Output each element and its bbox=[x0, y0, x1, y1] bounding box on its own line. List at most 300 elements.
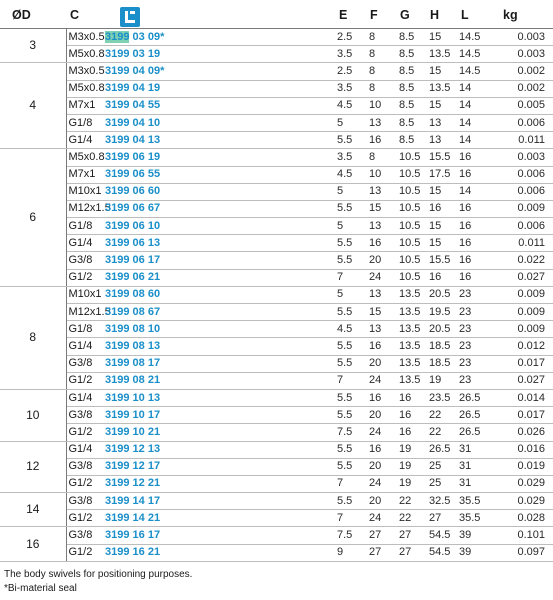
kg-cell: 0.009 bbox=[497, 321, 553, 338]
table-row bbox=[0, 63, 553, 80]
header-od: ØD bbox=[12, 8, 31, 22]
reference-cell[interactable] bbox=[103, 304, 335, 321]
header-f: F bbox=[370, 8, 378, 22]
e-cell: 5 bbox=[335, 183, 367, 200]
reference-suffix: 14 21 bbox=[129, 511, 161, 524]
g-cell: 13.5 bbox=[397, 304, 427, 321]
g-cell: 19 bbox=[397, 475, 427, 492]
g-cell: 8.5 bbox=[397, 114, 427, 131]
header-g: G bbox=[400, 8, 410, 22]
reference-suffix: 16 21 bbox=[129, 546, 161, 559]
reference-prefix: 3199 bbox=[105, 185, 130, 198]
e-cell: 5 bbox=[335, 114, 367, 131]
reference-suffix: 03 09* bbox=[129, 30, 165, 43]
header-kg: kg bbox=[503, 8, 518, 22]
kg-cell: 0.012 bbox=[497, 338, 553, 355]
kg-cell: 0.016 bbox=[497, 441, 553, 458]
h-cell: 13.5 bbox=[427, 46, 457, 63]
table-row bbox=[0, 252, 553, 269]
e-cell: 5.5 bbox=[335, 441, 367, 458]
f-cell: 16 bbox=[367, 132, 397, 149]
e-cell: 7 bbox=[335, 269, 367, 286]
reference-cell[interactable] bbox=[103, 544, 335, 561]
table-row bbox=[0, 269, 553, 286]
reference-prefix: 3199 bbox=[105, 271, 130, 284]
g-cell: 16 bbox=[397, 407, 427, 424]
thread-cell: M7x1 bbox=[66, 97, 103, 114]
reference-suffix: 12 17 bbox=[129, 460, 161, 473]
kg-cell: 0.006 bbox=[497, 114, 553, 131]
f-cell: 16 bbox=[367, 389, 397, 406]
g-cell: 22 bbox=[397, 510, 427, 527]
f-cell: 8 bbox=[367, 46, 397, 63]
e-cell: 4.5 bbox=[335, 97, 367, 114]
thread-cell: G3/8 bbox=[66, 493, 103, 510]
h-cell: 13.5 bbox=[427, 80, 457, 97]
table-row bbox=[0, 132, 553, 149]
kg-cell: 0.027 bbox=[497, 372, 553, 389]
kg-cell: 0.003 bbox=[497, 46, 553, 63]
g-cell: 8.5 bbox=[397, 46, 427, 63]
thread-cell: M5x0.8 bbox=[66, 80, 103, 97]
catalog-reference-icon bbox=[120, 7, 140, 27]
h-cell: 15 bbox=[427, 183, 457, 200]
reference-cell[interactable] bbox=[103, 269, 335, 286]
h-cell: 15.5 bbox=[427, 252, 457, 269]
f-cell: 15 bbox=[367, 200, 397, 217]
reference-suffix: 04 09* bbox=[129, 64, 165, 77]
reference-suffix: 04 55 bbox=[129, 99, 161, 112]
table-row bbox=[0, 389, 553, 406]
e-cell: 5.5 bbox=[335, 493, 367, 510]
h-cell: 26.5 bbox=[427, 441, 457, 458]
reference-cell[interactable] bbox=[103, 218, 335, 235]
reference-suffix: 06 67 bbox=[129, 202, 161, 215]
reference-suffix: 06 19 bbox=[129, 150, 161, 163]
f-cell: 24 bbox=[367, 269, 397, 286]
f-cell: 24 bbox=[367, 475, 397, 492]
reference-suffix: 06 10 bbox=[129, 219, 161, 232]
h-cell: 25 bbox=[427, 458, 457, 475]
table-row bbox=[0, 304, 553, 321]
reference-suffix: 10 13 bbox=[129, 391, 161, 404]
reference-prefix: 3199 bbox=[105, 443, 130, 456]
f-cell: 15 bbox=[367, 304, 397, 321]
g-cell: 13.5 bbox=[397, 321, 427, 338]
table-row bbox=[0, 321, 553, 338]
g-cell: 10.5 bbox=[397, 183, 427, 200]
table-row bbox=[0, 493, 553, 510]
thread-cell: M5x0.8 bbox=[66, 149, 103, 166]
kg-cell: 0.017 bbox=[497, 407, 553, 424]
diameter-cell: 12 bbox=[0, 441, 66, 493]
h-cell: 27 bbox=[427, 510, 457, 527]
reference-cell[interactable] bbox=[103, 493, 335, 510]
reference-prefix: 3199 bbox=[105, 357, 130, 370]
reference-prefix: 3199 bbox=[105, 339, 130, 352]
l-cell: 16 bbox=[457, 149, 497, 166]
header-h: H bbox=[430, 8, 440, 22]
thread-cell: M3x0.5 bbox=[66, 63, 103, 80]
reference-prefix: 3199 bbox=[105, 374, 130, 387]
e-cell: 5.5 bbox=[335, 389, 367, 406]
h-cell: 20.5 bbox=[427, 321, 457, 338]
l-cell: 26.5 bbox=[457, 407, 497, 424]
reference-prefix: 3199 bbox=[105, 511, 130, 524]
l-cell: 26.5 bbox=[457, 424, 497, 441]
reference-prefix: 3199 bbox=[105, 219, 130, 232]
reference-suffix: 06 55 bbox=[129, 168, 161, 181]
e-cell: 7.5 bbox=[335, 527, 367, 544]
thread-cell: G1/2 bbox=[66, 510, 103, 527]
f-cell: 10 bbox=[367, 97, 397, 114]
reference-cell[interactable] bbox=[103, 97, 335, 114]
reference-cell[interactable] bbox=[103, 114, 335, 131]
kg-cell: 0.022 bbox=[497, 252, 553, 269]
kg-cell: 0.011 bbox=[497, 235, 553, 252]
e-cell: 5.5 bbox=[335, 304, 367, 321]
reference-suffix: 08 10 bbox=[129, 322, 161, 335]
thread-cell: M12x1.5 bbox=[66, 304, 103, 321]
reference-cell[interactable] bbox=[103, 475, 335, 492]
g-cell: 8.5 bbox=[397, 80, 427, 97]
reference-suffix: 10 17 bbox=[129, 408, 161, 421]
reference-suffix: 08 60 bbox=[129, 288, 161, 301]
kg-cell: 0.009 bbox=[497, 286, 553, 303]
diameter-cell: 16 bbox=[0, 527, 66, 561]
l-cell: 14 bbox=[457, 114, 497, 131]
f-cell: 16 bbox=[367, 338, 397, 355]
h-cell: 15 bbox=[427, 97, 457, 114]
table-row bbox=[0, 183, 553, 200]
g-cell: 22 bbox=[397, 493, 427, 510]
kg-cell: 0.014 bbox=[497, 389, 553, 406]
reference-cell[interactable] bbox=[103, 510, 335, 527]
reference-cell[interactable] bbox=[103, 46, 335, 63]
table-row bbox=[0, 80, 553, 97]
table-row bbox=[0, 372, 553, 389]
reference-suffix: 06 21 bbox=[129, 271, 161, 284]
thread-cell: M12x1.5 bbox=[66, 200, 103, 217]
table-row bbox=[0, 527, 553, 544]
reference-cell[interactable] bbox=[103, 200, 335, 217]
f-cell: 20 bbox=[367, 458, 397, 475]
e-cell: 3.5 bbox=[335, 46, 367, 63]
h-cell: 20.5 bbox=[427, 286, 457, 303]
reference-cell[interactable] bbox=[103, 407, 335, 424]
g-cell: 16 bbox=[397, 389, 427, 406]
reference-cell[interactable] bbox=[103, 458, 335, 475]
l-cell: 14.5 bbox=[457, 29, 497, 46]
reference-prefix: 3199 bbox=[105, 305, 130, 318]
reference-cell[interactable] bbox=[103, 80, 335, 97]
thread-cell: G3/8 bbox=[66, 252, 103, 269]
reference-cell[interactable] bbox=[103, 355, 335, 372]
reference-suffix: 06 13 bbox=[129, 236, 161, 249]
h-cell: 54.5 bbox=[427, 544, 457, 561]
l-cell: 35.5 bbox=[457, 493, 497, 510]
g-cell: 27 bbox=[397, 544, 427, 561]
reference-prefix: 3199 bbox=[105, 116, 130, 129]
reference-prefix: 3199 bbox=[105, 99, 130, 112]
f-cell: 16 bbox=[367, 441, 397, 458]
reference-cell[interactable] bbox=[103, 63, 335, 80]
table-row bbox=[0, 29, 553, 46]
reference-suffix: 04 10 bbox=[129, 116, 161, 129]
table-row bbox=[0, 218, 553, 235]
reference-prefix: 3199 bbox=[105, 150, 130, 163]
kg-cell: 0.003 bbox=[497, 29, 553, 46]
reference-cell[interactable] bbox=[103, 389, 335, 406]
thread-cell: G1/8 bbox=[66, 218, 103, 235]
e-cell: 4.5 bbox=[335, 166, 367, 183]
g-cell: 13.5 bbox=[397, 372, 427, 389]
kg-cell: 0.005 bbox=[497, 97, 553, 114]
thread-cell: G1/8 bbox=[66, 321, 103, 338]
reference-cell[interactable] bbox=[103, 183, 335, 200]
h-cell: 32.5 bbox=[427, 493, 457, 510]
kg-cell: 0.011 bbox=[497, 132, 553, 149]
f-cell: 20 bbox=[367, 355, 397, 372]
reference-cell[interactable] bbox=[103, 235, 335, 252]
diameter-cell: 8 bbox=[0, 286, 66, 389]
h-cell: 15 bbox=[427, 63, 457, 80]
spec-table bbox=[0, 28, 553, 562]
diameter-cell: 3 bbox=[0, 29, 66, 63]
f-cell: 13 bbox=[367, 218, 397, 235]
e-cell: 4.5 bbox=[335, 321, 367, 338]
reference-suffix: 08 21 bbox=[129, 374, 161, 387]
g-cell: 8.5 bbox=[397, 63, 427, 80]
thread-cell: M3x0.5 bbox=[66, 29, 103, 46]
f-cell: 24 bbox=[367, 372, 397, 389]
reference-suffix: 12 13 bbox=[129, 443, 161, 456]
h-cell: 19 bbox=[427, 372, 457, 389]
table-header bbox=[0, 4, 553, 26]
header-e: E bbox=[339, 8, 348, 22]
l-cell: 16 bbox=[457, 200, 497, 217]
l-cell: 16 bbox=[457, 252, 497, 269]
f-cell: 20 bbox=[367, 407, 397, 424]
f-cell: 27 bbox=[367, 527, 397, 544]
f-cell: 8 bbox=[367, 29, 397, 46]
thread-cell: G1/2 bbox=[66, 372, 103, 389]
e-cell: 5.5 bbox=[335, 407, 367, 424]
l-cell: 23 bbox=[457, 286, 497, 303]
table-row bbox=[0, 544, 553, 561]
reference-prefix: 3199 bbox=[105, 529, 130, 542]
reference-prefix: 3199 bbox=[105, 64, 130, 77]
reference-prefix: 3199 bbox=[105, 425, 130, 438]
f-cell: 27 bbox=[367, 544, 397, 561]
l-cell: 14.5 bbox=[457, 46, 497, 63]
g-cell: 10.5 bbox=[397, 149, 427, 166]
thread-cell: G1/4 bbox=[66, 441, 103, 458]
h-cell: 25 bbox=[427, 475, 457, 492]
f-cell: 24 bbox=[367, 424, 397, 441]
thread-cell: G1/2 bbox=[66, 544, 103, 561]
g-cell: 10.5 bbox=[397, 218, 427, 235]
l-cell: 16 bbox=[457, 235, 497, 252]
reference-cell[interactable] bbox=[103, 527, 335, 544]
table-row bbox=[0, 46, 553, 63]
e-cell: 5 bbox=[335, 286, 367, 303]
reference-suffix: 08 67 bbox=[129, 305, 161, 318]
e-cell: 5 bbox=[335, 218, 367, 235]
reference-prefix: 3199 bbox=[105, 82, 130, 95]
diameter-cell: 4 bbox=[0, 63, 66, 149]
g-cell: 8.5 bbox=[397, 97, 427, 114]
l-cell: 14 bbox=[457, 183, 497, 200]
l-cell: 31 bbox=[457, 441, 497, 458]
reference-cell[interactable] bbox=[103, 321, 335, 338]
header-c: C bbox=[70, 8, 80, 22]
reference-cell[interactable] bbox=[103, 286, 335, 303]
table-row bbox=[0, 149, 553, 166]
kg-cell: 0.019 bbox=[497, 458, 553, 475]
l-cell: 16 bbox=[457, 218, 497, 235]
l-cell: 26.5 bbox=[457, 389, 497, 406]
reference-cell[interactable] bbox=[103, 166, 335, 183]
thread-cell: G3/8 bbox=[66, 527, 103, 544]
kg-cell: 0.006 bbox=[497, 183, 553, 200]
reference-prefix: 3199 bbox=[105, 202, 130, 215]
reference-cell[interactable] bbox=[103, 29, 335, 46]
f-cell: 20 bbox=[367, 493, 397, 510]
reference-cell[interactable] bbox=[103, 132, 335, 149]
table-row bbox=[0, 441, 553, 458]
reference-cell[interactable] bbox=[103, 149, 335, 166]
e-cell: 3.5 bbox=[335, 80, 367, 97]
reference-prefix: 3199 bbox=[105, 460, 130, 473]
h-cell: 16 bbox=[427, 200, 457, 217]
reference-cell[interactable] bbox=[103, 338, 335, 355]
diameter-cell: 14 bbox=[0, 493, 66, 527]
g-cell: 8.5 bbox=[397, 132, 427, 149]
table-row bbox=[0, 407, 553, 424]
g-cell: 19 bbox=[397, 458, 427, 475]
table-row bbox=[0, 510, 553, 527]
g-cell: 27 bbox=[397, 527, 427, 544]
reference-cell[interactable] bbox=[103, 441, 335, 458]
footnotes bbox=[4, 568, 192, 596]
f-cell: 13 bbox=[367, 114, 397, 131]
e-cell: 7.5 bbox=[335, 424, 367, 441]
reference-prefix: 3199 bbox=[105, 30, 130, 43]
g-cell: 10.5 bbox=[397, 235, 427, 252]
table-row bbox=[0, 166, 553, 183]
reference-prefix: 3199 bbox=[105, 322, 130, 335]
reference-prefix: 3199 bbox=[105, 546, 130, 559]
reference-suffix: 12 21 bbox=[129, 477, 161, 490]
e-cell: 7 bbox=[335, 510, 367, 527]
thread-cell: G1/8 bbox=[66, 114, 103, 131]
g-cell: 13.5 bbox=[397, 286, 427, 303]
diameter-cell: 10 bbox=[0, 389, 66, 441]
reference-cell[interactable] bbox=[103, 424, 335, 441]
kg-cell: 0.003 bbox=[497, 149, 553, 166]
table-row bbox=[0, 200, 553, 217]
kg-cell: 0.028 bbox=[497, 510, 553, 527]
reference-cell[interactable] bbox=[103, 252, 335, 269]
reference-cell[interactable] bbox=[103, 372, 335, 389]
l-cell: 23 bbox=[457, 304, 497, 321]
reference-prefix: 3199 bbox=[105, 477, 130, 490]
l-cell: 35.5 bbox=[457, 510, 497, 527]
kg-cell: 0.006 bbox=[497, 166, 553, 183]
thread-cell: G1/4 bbox=[66, 389, 103, 406]
thread-cell: G1/4 bbox=[66, 338, 103, 355]
l-cell: 16 bbox=[457, 269, 497, 286]
e-cell: 2.5 bbox=[335, 29, 367, 46]
reference-suffix: 06 60 bbox=[129, 185, 161, 198]
thread-cell: M7x1 bbox=[66, 166, 103, 183]
l-cell: 39 bbox=[457, 527, 497, 544]
table-row bbox=[0, 475, 553, 492]
g-cell: 10.5 bbox=[397, 252, 427, 269]
diameter-cell: 6 bbox=[0, 149, 66, 287]
kg-cell: 0.017 bbox=[497, 355, 553, 372]
kg-cell: 0.002 bbox=[497, 63, 553, 80]
l-cell: 23 bbox=[457, 321, 497, 338]
reference-prefix: 3199 bbox=[105, 391, 130, 404]
h-cell: 18.5 bbox=[427, 338, 457, 355]
h-cell: 23.5 bbox=[427, 389, 457, 406]
f-cell: 24 bbox=[367, 510, 397, 527]
g-cell: 13.5 bbox=[397, 355, 427, 372]
h-cell: 22 bbox=[427, 407, 457, 424]
g-cell: 13.5 bbox=[397, 338, 427, 355]
table-row bbox=[0, 424, 553, 441]
kg-cell: 0.026 bbox=[497, 424, 553, 441]
table-row bbox=[0, 235, 553, 252]
l-cell: 16 bbox=[457, 166, 497, 183]
e-cell: 3.5 bbox=[335, 149, 367, 166]
e-cell: 5.5 bbox=[335, 458, 367, 475]
reference-suffix: 08 17 bbox=[129, 357, 161, 370]
h-cell: 15 bbox=[427, 235, 457, 252]
kg-cell: 0.097 bbox=[497, 544, 553, 561]
reference-suffix: 14 17 bbox=[129, 494, 161, 507]
h-cell: 15 bbox=[427, 218, 457, 235]
l-cell: 31 bbox=[457, 475, 497, 492]
e-cell: 7 bbox=[335, 372, 367, 389]
thread-cell: G3/8 bbox=[66, 458, 103, 475]
table-row bbox=[0, 97, 553, 114]
e-cell: 5.5 bbox=[335, 355, 367, 372]
table-row bbox=[0, 286, 553, 303]
h-cell: 13 bbox=[427, 132, 457, 149]
thread-cell: M10x1 bbox=[66, 286, 103, 303]
reference-suffix: 10 21 bbox=[129, 425, 161, 438]
e-cell: 5.5 bbox=[335, 132, 367, 149]
thread-cell: G3/8 bbox=[66, 407, 103, 424]
reference-suffix: 06 17 bbox=[129, 254, 161, 267]
g-cell: 10.5 bbox=[397, 200, 427, 217]
reference-prefix: 3199 bbox=[105, 494, 130, 507]
l-cell: 14 bbox=[457, 97, 497, 114]
l-cell: 23 bbox=[457, 338, 497, 355]
g-cell: 16 bbox=[397, 424, 427, 441]
reference-prefix: 3199 bbox=[105, 133, 130, 146]
reference-prefix: 3199 bbox=[105, 408, 130, 421]
reference-prefix: 3199 bbox=[105, 47, 130, 60]
l-cell: 14.5 bbox=[457, 63, 497, 80]
l-cell: 39 bbox=[457, 544, 497, 561]
h-cell: 15 bbox=[427, 29, 457, 46]
reference-suffix: 04 19 bbox=[129, 82, 161, 95]
e-cell: 5.5 bbox=[335, 235, 367, 252]
